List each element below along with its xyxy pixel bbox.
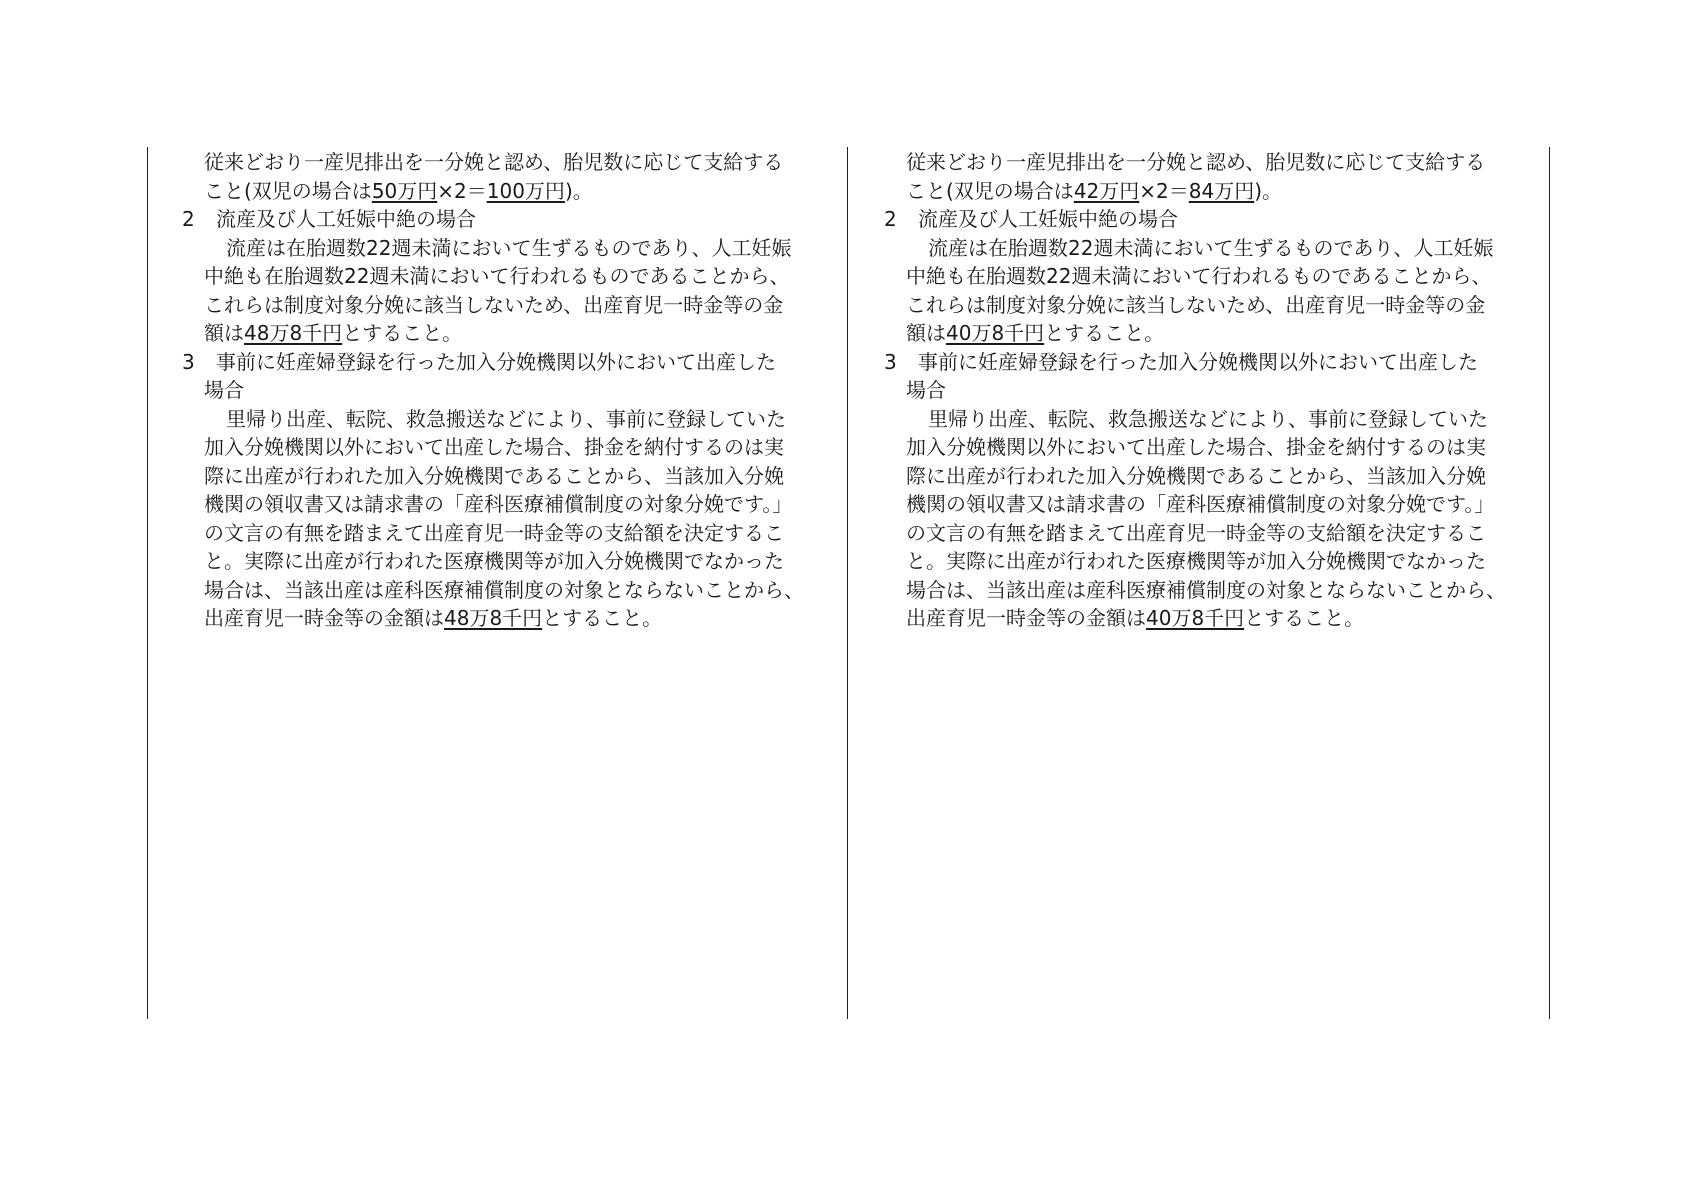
text: 出産育児一時金等の金額は bbox=[204, 606, 444, 630]
section-heading bbox=[882, 348, 1542, 377]
left-column bbox=[180, 148, 840, 633]
underlined-amount: 40万8千円 bbox=[1146, 606, 1245, 630]
text-line bbox=[180, 576, 840, 605]
text-line bbox=[180, 376, 840, 405]
text: これらは制度対象分娩に該当しないため、出産育児一時金等の金 bbox=[204, 292, 784, 317]
text: 従来どおり一産児排出を一分娩と認め、胎児数に応じて支給する bbox=[906, 150, 1486, 174]
text-line bbox=[882, 433, 1542, 462]
text-line bbox=[180, 148, 840, 177]
text: 機関の領収書又は請求書の「産科医療補償制度の対象分娩です。」 bbox=[906, 492, 1495, 516]
underlined-amount: 84万円 bbox=[1188, 178, 1255, 203]
left-border-rule bbox=[147, 147, 148, 1019]
text-line bbox=[180, 234, 840, 263]
text-line bbox=[882, 604, 1542, 633]
text-line bbox=[180, 433, 840, 462]
text: 額は bbox=[204, 321, 244, 345]
section-heading bbox=[180, 348, 840, 377]
text: 機関の領収書又は請求書の「産科医療補償制度の対象分娩です。」 bbox=[204, 492, 793, 516]
section-number: 2 bbox=[182, 207, 195, 231]
text-line bbox=[180, 291, 840, 320]
section-title: 場合 bbox=[204, 378, 244, 402]
underlined-amount: 42万円 bbox=[1073, 178, 1140, 203]
underlined-amount: 100万円 bbox=[486, 178, 565, 203]
text: の文言の有無を踏まえて出産育児一時金等の支給額を決定するこ bbox=[204, 520, 784, 545]
text: 里帰り出産、転院、救急搬送などにより、事前に登録していた bbox=[928, 406, 1488, 431]
text-line bbox=[882, 291, 1542, 320]
text-line bbox=[882, 490, 1542, 519]
text-line bbox=[180, 177, 840, 206]
text: 出産育児一時金等の金額は bbox=[906, 606, 1146, 630]
section-title: 事前に妊産婦登録を行った加入分娩機関以外において出産した bbox=[216, 349, 776, 374]
text-line bbox=[882, 547, 1542, 576]
text: 流産は在胎週数22週未満において生ずるものであり、人工妊娠 bbox=[226, 235, 792, 260]
section-title: 事前に妊産婦登録を行った加入分娩機関以外において出産した bbox=[918, 349, 1478, 374]
text-line bbox=[882, 376, 1542, 405]
text: と。実際に出産が行われた医療機関等が加入分娩機関でなかった bbox=[204, 549, 784, 573]
text: 場合は、当該出産は産科医療補償制度の対象とならないことから、 bbox=[906, 577, 1506, 602]
text-line bbox=[180, 319, 840, 348]
text: ×2＝ bbox=[1139, 178, 1189, 203]
text-line bbox=[180, 604, 840, 633]
text: 際に出産が行われた加入分娩機関であることから、当該加入分娩 bbox=[204, 463, 784, 488]
text-line bbox=[180, 547, 840, 576]
underlined-amount: 50万円 bbox=[371, 178, 438, 203]
underlined-amount: 40万8千円 bbox=[946, 321, 1045, 345]
section-title: 流産及び人工妊娠中絶の場合 bbox=[216, 207, 476, 231]
text-line bbox=[180, 519, 840, 548]
text-line bbox=[180, 462, 840, 491]
section-number: 3 bbox=[182, 349, 195, 374]
underlined-amount: 48万8千円 bbox=[444, 606, 543, 630]
section-number: 3 bbox=[884, 349, 897, 374]
underlined-amount: 48万8千円 bbox=[244, 321, 343, 345]
text: こと(双児の場合は bbox=[204, 178, 372, 203]
text-line bbox=[180, 405, 840, 434]
text: 加入分娩機関以外において出産した場合、掛金を納付するのは実 bbox=[906, 435, 1486, 459]
text-line bbox=[882, 148, 1542, 177]
text-line bbox=[882, 319, 1542, 348]
text: 場合は、当該出産は産科医療補償制度の対象とならないことから、 bbox=[204, 577, 804, 602]
center-divider-rule bbox=[847, 147, 848, 1019]
text-line bbox=[882, 519, 1542, 548]
text: )。 bbox=[1254, 178, 1283, 203]
text-line bbox=[882, 177, 1542, 206]
text: 里帰り出産、転院、救急搬送などにより、事前に登録していた bbox=[226, 406, 786, 431]
text: 従来どおり一産児排出を一分娩と認め、胎児数に応じて支給する bbox=[204, 150, 784, 174]
text: とすること。 bbox=[542, 606, 663, 630]
text: )。 bbox=[564, 178, 593, 203]
text: 中絶も在胎週数22週未満において行われるものであることから、 bbox=[906, 264, 1492, 288]
text: と。実際に出産が行われた医療機関等が加入分娩機関でなかった bbox=[906, 549, 1486, 573]
text: とすること。 bbox=[1244, 606, 1365, 630]
text: の文言の有無を踏まえて出産育児一時金等の支給額を決定するこ bbox=[906, 520, 1486, 545]
text-line bbox=[882, 234, 1542, 263]
right-column bbox=[882, 148, 1542, 633]
text-line bbox=[882, 462, 1542, 491]
text: 加入分娩機関以外において出産した場合、掛金を納付するのは実 bbox=[204, 435, 784, 459]
text: 額は bbox=[906, 321, 946, 345]
text: こと(双児の場合は bbox=[906, 178, 1074, 203]
text: ×2＝ bbox=[437, 178, 487, 203]
section-title: 場合 bbox=[906, 378, 946, 402]
text-line bbox=[882, 405, 1542, 434]
right-border-rule bbox=[1549, 147, 1550, 1019]
text: 際に出産が行われた加入分娩機関であることから、当該加入分娩 bbox=[906, 463, 1486, 488]
text: 流産は在胎週数22週未満において生ずるものであり、人工妊娠 bbox=[928, 235, 1494, 260]
text: とすること。 bbox=[1044, 321, 1165, 345]
text-line bbox=[882, 262, 1542, 291]
text: とすること。 bbox=[342, 321, 463, 345]
text: これらは制度対象分娩に該当しないため、出産育児一時金等の金 bbox=[906, 292, 1486, 317]
section-number: 2 bbox=[884, 207, 897, 231]
section-heading bbox=[180, 205, 840, 234]
text: 中絶も在胎週数22週未満において行われるものであることから、 bbox=[204, 264, 790, 288]
text-line bbox=[180, 490, 840, 519]
section-title: 流産及び人工妊娠中絶の場合 bbox=[918, 207, 1178, 231]
text-line bbox=[882, 576, 1542, 605]
section-heading bbox=[882, 205, 1542, 234]
text-line bbox=[180, 262, 840, 291]
